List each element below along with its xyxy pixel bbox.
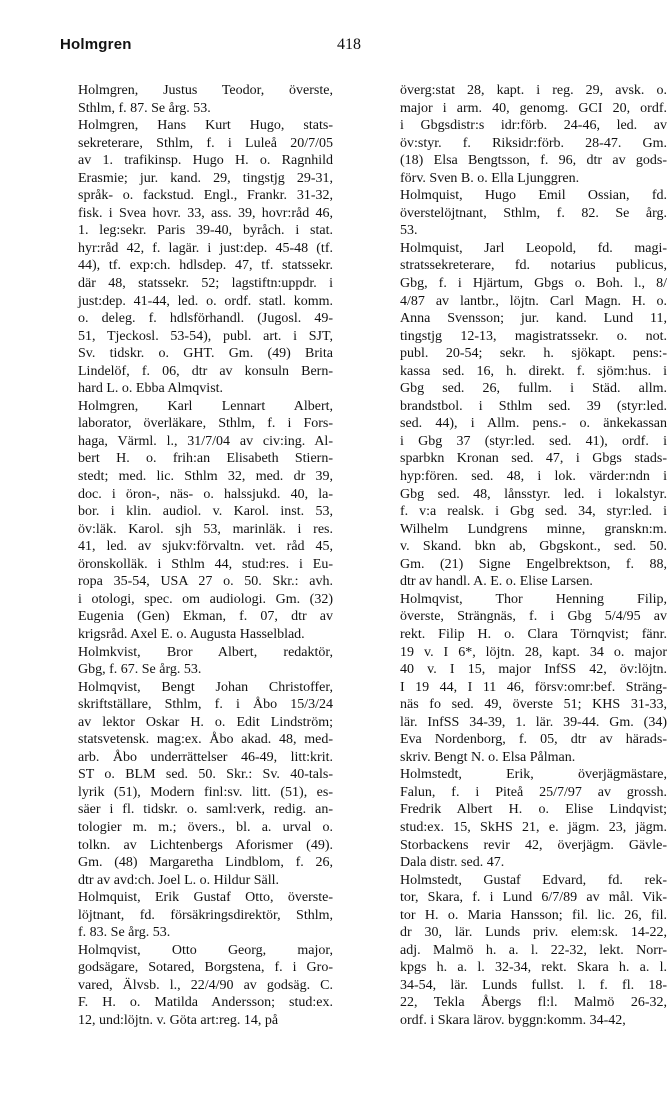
entry-line: Sv. tidskr. o. GHT. Gm. (49) Brita [78, 346, 333, 362]
entry-line: stratssekreterare, fd. notarius publicus, [400, 258, 667, 274]
entry-line: Gm. (48) Margaretha Lindblom, f. 26, [78, 855, 333, 871]
entry-line: skriv. Bengt N. o. Elsa Pålman. [400, 749, 576, 765]
entry-line: sekreterare, Sthlm, f. i Luleå 20/7/05 [78, 135, 333, 151]
entry-line: stedt; med. lic. Sthlm 32, med. dr 39, [78, 469, 333, 485]
entry-line: dtr av avd:ch. Joel L. o. Hildur Säll. [78, 872, 280, 888]
entry-line: av 1. trafikinsp. Hugo H. o. Ragnhild [78, 153, 333, 169]
entry-line: 51, Tjeckosl. 53-54), publ. art. i SJT, [78, 328, 333, 344]
biography-entry [382, 591, 667, 766]
biography-entry [60, 82, 333, 117]
entry-line: laborator, överläkare, Sthlm, f. i Fors- [78, 416, 333, 432]
entry-line: fisk. i Svea hovr. 33, ass. 39, hovr:råd 46, [78, 205, 333, 221]
entry-line: hyr:råd 42, f. lagär. i just:dep. 45-48 (tf. [78, 240, 333, 256]
biography-entry [60, 644, 333, 679]
entry-line: näs fo sed. 49, överste 51; KHS 31-33, [400, 697, 667, 713]
entry-line: där 48, statssekr. 52; lagstiftn:uppdr. i [78, 276, 333, 292]
entry-headline: Holmquist, Erik Gustaf Otto, överste- [78, 890, 333, 906]
entry-line: tor H. o. Maria Hansson; fil. lic. 26, fil. [400, 907, 667, 923]
entry-line: doc. i öron-, näs- o. halssjukd. 40, la- [78, 486, 333, 502]
entry-line: Gbg, f. 67. Se årg. 53. [78, 662, 202, 678]
entry-line: överstelöjtnant, Sthlm, f. 82. Se årg. [400, 205, 667, 221]
entry-line: Falun, f. i Piteå 25/7/97 av grossh. [400, 784, 667, 800]
entry-line: Sthlm, f. 87. Se årg. 53. [78, 100, 211, 116]
entry-line: hard L. o. Ebba Almqvist. [78, 381, 224, 397]
biography-entry [382, 240, 667, 591]
entry-headline: Holmstedt, Erik, överjägmästare, [400, 767, 667, 783]
entry-line: språk- o. fackstud. Engl., Frankr. 31-32, [78, 188, 333, 204]
entry-line: 1. leg:sekr. Paris 39-40, byråch. i stat. [78, 223, 333, 239]
entry-line: stud:ex. 15, SkHS 21, e. jägm. 23, jägm. [400, 819, 667, 835]
entry-line: 44), tf. exp:ch. hdlsdep. 47, tf. statssekr. [78, 258, 333, 274]
entry-line: 4/87 av lantbr., löjtn. Carl Magn. H. o. [400, 293, 667, 309]
entry-line: öv:styr. f. Riksidr:förb. 28-47. Gm. [400, 135, 667, 151]
left-column [60, 82, 333, 1030]
entry-line: vared, Älvsb. l., 22/4/90 av godsäg. C. [78, 977, 333, 993]
entry-line: tologier m. m.; övers., bl. a. urval o. [78, 819, 333, 835]
biography-entry [60, 398, 333, 644]
entry-line: sparbkn Kronan sed. 47, i Gbgs stads- [400, 451, 667, 467]
entry-headline: Holmqvist, Bengt Johan Christoffer, [78, 679, 333, 695]
entry-headline: Holmstedt, Gustaf Edvard, fd. rek- [400, 872, 667, 888]
entry-headline: Holmquist, Hugo Emil Ossian, fd. [400, 188, 667, 204]
entry-headline: överg:stat 28, kapt. i reg. 29, avsk. o. [400, 83, 667, 98]
entry-headline: Holmqvist, Thor Henning Filip, [400, 591, 667, 607]
entry-line: krigsråd. Axel E. o. Augusta Hasselblad. [78, 626, 305, 642]
entry-line: dr 30, lär. Lunds priv. elem:sk. 14-22, [400, 925, 667, 941]
entry-line: Gbg sed. 48, lånsstyr. led. i lokalstyr. [400, 486, 667, 502]
entry-line: Gbg sed. 26, fullm. i Städ. allm. [400, 381, 667, 397]
entry-headline: Holmkvist, Bror Albert, redaktör, [78, 644, 333, 660]
entry-line: godsägare, Sotared, Borgstena, f. i Gro- [78, 960, 333, 976]
entry-line: just:dep. 41-44, led. o. ordf. statl. komm. [78, 293, 333, 309]
entry-line: Dala distr. sed. 47. [400, 855, 505, 871]
biography-entry [382, 187, 667, 240]
entry-line: säer i fl. tidskr. o. saml:verk, redig. an- [78, 802, 333, 818]
entry-line: i Gbg 37 (styr:led. sed. 41), ordf. i [400, 433, 667, 449]
entry-line: 19 v. I 6*, löjtn. 28, kapt. 34 o. major [400, 644, 667, 660]
entry-line: arb. Åbo underrättelser 46-49, litt:krit. [78, 749, 333, 765]
entry-line: skriftställare, Sthlm, f. i Åbo 15/3/24 [78, 697, 333, 713]
entry-line: Fredrik Albert H. o. Elise Lindqvist; [400, 802, 667, 818]
entry-line: öronskolläk. i Sthlm 44, stud:res. i Eu- [78, 556, 333, 572]
entry-line: Erasmie; jur. kand. 29, tingstjg 29-31, [78, 170, 333, 186]
entry-headline: Holmgren, Justus Teodor, överste, [78, 83, 333, 98]
entry-line: hyp:fören. sed. 48, i lok. värder:ndn i [400, 469, 667, 485]
biography-entry [60, 942, 333, 1030]
entry-line: (18) Elsa Bengtsson, f. 96, dtr av gods- [400, 153, 667, 169]
entry-headline: Holmqvist, Otto Georg, major, [78, 942, 333, 958]
entry-line: I 19 44, I 11 46, försv:omr:bef. Sträng- [400, 679, 667, 695]
entry-line: tor, Skara, f. i Lund 6/7/89 av mål. Vik- [400, 890, 667, 906]
entry-line: lyrik (51), Modern finl:sv. litt. (51), es- [78, 784, 333, 800]
entry-line: 40 v. I 15, major InfSS 42, öv:löjtn. [400, 662, 667, 678]
entry-line: i Gbgsdistr:s idr:förb. 24-46, led. av [400, 118, 667, 134]
entry-headline: Holmgren, Hans Kurt Hugo, stats- [78, 118, 333, 134]
entry-line: sed. 44), i Allm. pens.- o. änkekassan [400, 416, 667, 432]
entry-headline: Holmgren, Karl Lennart Albert, [78, 398, 333, 414]
page-header [60, 36, 640, 60]
entry-line: bert H. o. frih:an Elisabeth Stiern- [78, 451, 333, 467]
entry-line: Anna Svensson; jur. kand. Lund 11, [400, 311, 667, 327]
entry-line: Eugenia (Gen) Ekman, f. 07, dtr av [78, 609, 333, 625]
biography-entry [60, 679, 333, 890]
entry-line: dtr av handl. A. E. o. Elise Larsen. [400, 574, 593, 590]
running-head: Holmgren [60, 36, 132, 53]
entry-line: f. 83. Se årg. 53. [78, 925, 171, 941]
entry-line: Wilhelm Lundgrens minne, granskn:m. [400, 521, 667, 537]
biography-entry [382, 82, 667, 187]
entry-line: rekt. Filip H. o. Clara Törnqvist; fänr. [400, 626, 667, 642]
entry-line: Lindelöf, f. 06, dtr av konsuln Bern- [78, 363, 333, 379]
entry-line: v. Skand. bkn ab, Gbgskont., sed. 50. [400, 539, 667, 555]
entry-line: kassa sed. 16, h. direkt. f. sjöm:hus. i [400, 363, 667, 379]
entry-line: 41, led. av sjukv:förvaltn. vet. råd 45, [78, 539, 333, 555]
biography-entry [382, 872, 667, 1030]
entry-line: öv:läk. Karol. sjh 53, marinläk. i res. [78, 521, 333, 537]
entry-line: 53. [400, 223, 418, 239]
entry-line: o. deleg. f. hdlsförhandl. (Jugosl. 49- [78, 311, 333, 327]
entry-line: 34-54, lär. Lunds fullst. l. f. fl. 18- [400, 977, 667, 993]
entry-line: Gbg, f. i Hjärtum, Gbgs o. Boh. l., 8/ [400, 276, 667, 292]
entry-line: 22, Tekla Åbergs fl:l. Malmö 26-32, [400, 995, 667, 1011]
entry-line: av lektor Oskar H. o. Edit Lindström; [78, 714, 333, 730]
entry-line: löjtnant, fd. försäkringsdirektör, Sthlm, [78, 907, 333, 923]
entry-line: statsvetensk. mag:ex. Åbo akad. 48, med- [78, 732, 333, 748]
entry-line: förv. Sven B. o. Ella Ljunggren. [400, 170, 580, 186]
entry-line: ropa 35-54, USA 27 o. 50. Skr.: avh. [78, 574, 333, 590]
right-column [382, 82, 667, 1030]
biography-entry [60, 889, 333, 942]
entry-line: publ. 20-54; sekr. h. sjökapt. pens:- [400, 346, 667, 362]
entry-line: ordf. i Skara lärov. byggn:komm. 34-42, [400, 1012, 626, 1028]
entry-line: Eva Nordenborg, f. 05, dtr av härads- [400, 732, 667, 748]
entry-line: kpgs h. a. l. 32-34, rekt. Skara h. a. l. [400, 960, 667, 976]
entry-line: tingstjg 12-13, magistratssekr. o. not. [400, 328, 667, 344]
entry-line: ST o. BLM sed. 50. Skr.: Sv. 40-tals- [78, 767, 333, 783]
entry-headline: Holmquist, Jarl Leopold, fd. magi- [400, 240, 667, 256]
entry-line: Gm. (21) Signe Engelbrektson, f. 88, [400, 556, 667, 572]
entry-line: bor. i klin. audiol. v. Karol. inst. 53, [78, 504, 333, 520]
entry-line: major i arm. 40, genomg. GCI 20, ordf. [400, 100, 667, 116]
entry-line: Storbackens revir 42, överjägm. Gävle- [400, 837, 667, 853]
entry-line: överste, Strängnäs, f. i Gbg 5/4/95 av [400, 609, 667, 625]
entry-line: i otologi, spec. om audiologi. Gm. (32) [78, 591, 333, 607]
entry-line: 12, und:löjtn. v. Göta art:reg. 14, på [78, 1012, 279, 1028]
page-number: 418 [337, 36, 361, 53]
entry-line: lär. InfSS 34-39, 1. lär. 39-44. Gm. (34) [400, 714, 667, 730]
entry-line: adj. Malmö h. a. l. 22-32, lekt. Norr- [400, 942, 667, 958]
biography-entry [382, 766, 667, 871]
entry-line: haga, Värml. l., 31/7/04 av civ:ing. Al- [78, 433, 333, 449]
biography-entry [60, 117, 333, 398]
entry-line: tolkn. av Lichtenbergs Aforismer (49). [78, 837, 333, 853]
entry-line: F. H. o. Matilda Andersson; stud:ex. [78, 995, 333, 1011]
entry-line: f. v:a realsk. i Gbg sed. 34, styr:led. i [400, 504, 667, 520]
entry-line: brandstbol. i Sthlm sed. 39 (styr:led. [400, 398, 667, 414]
